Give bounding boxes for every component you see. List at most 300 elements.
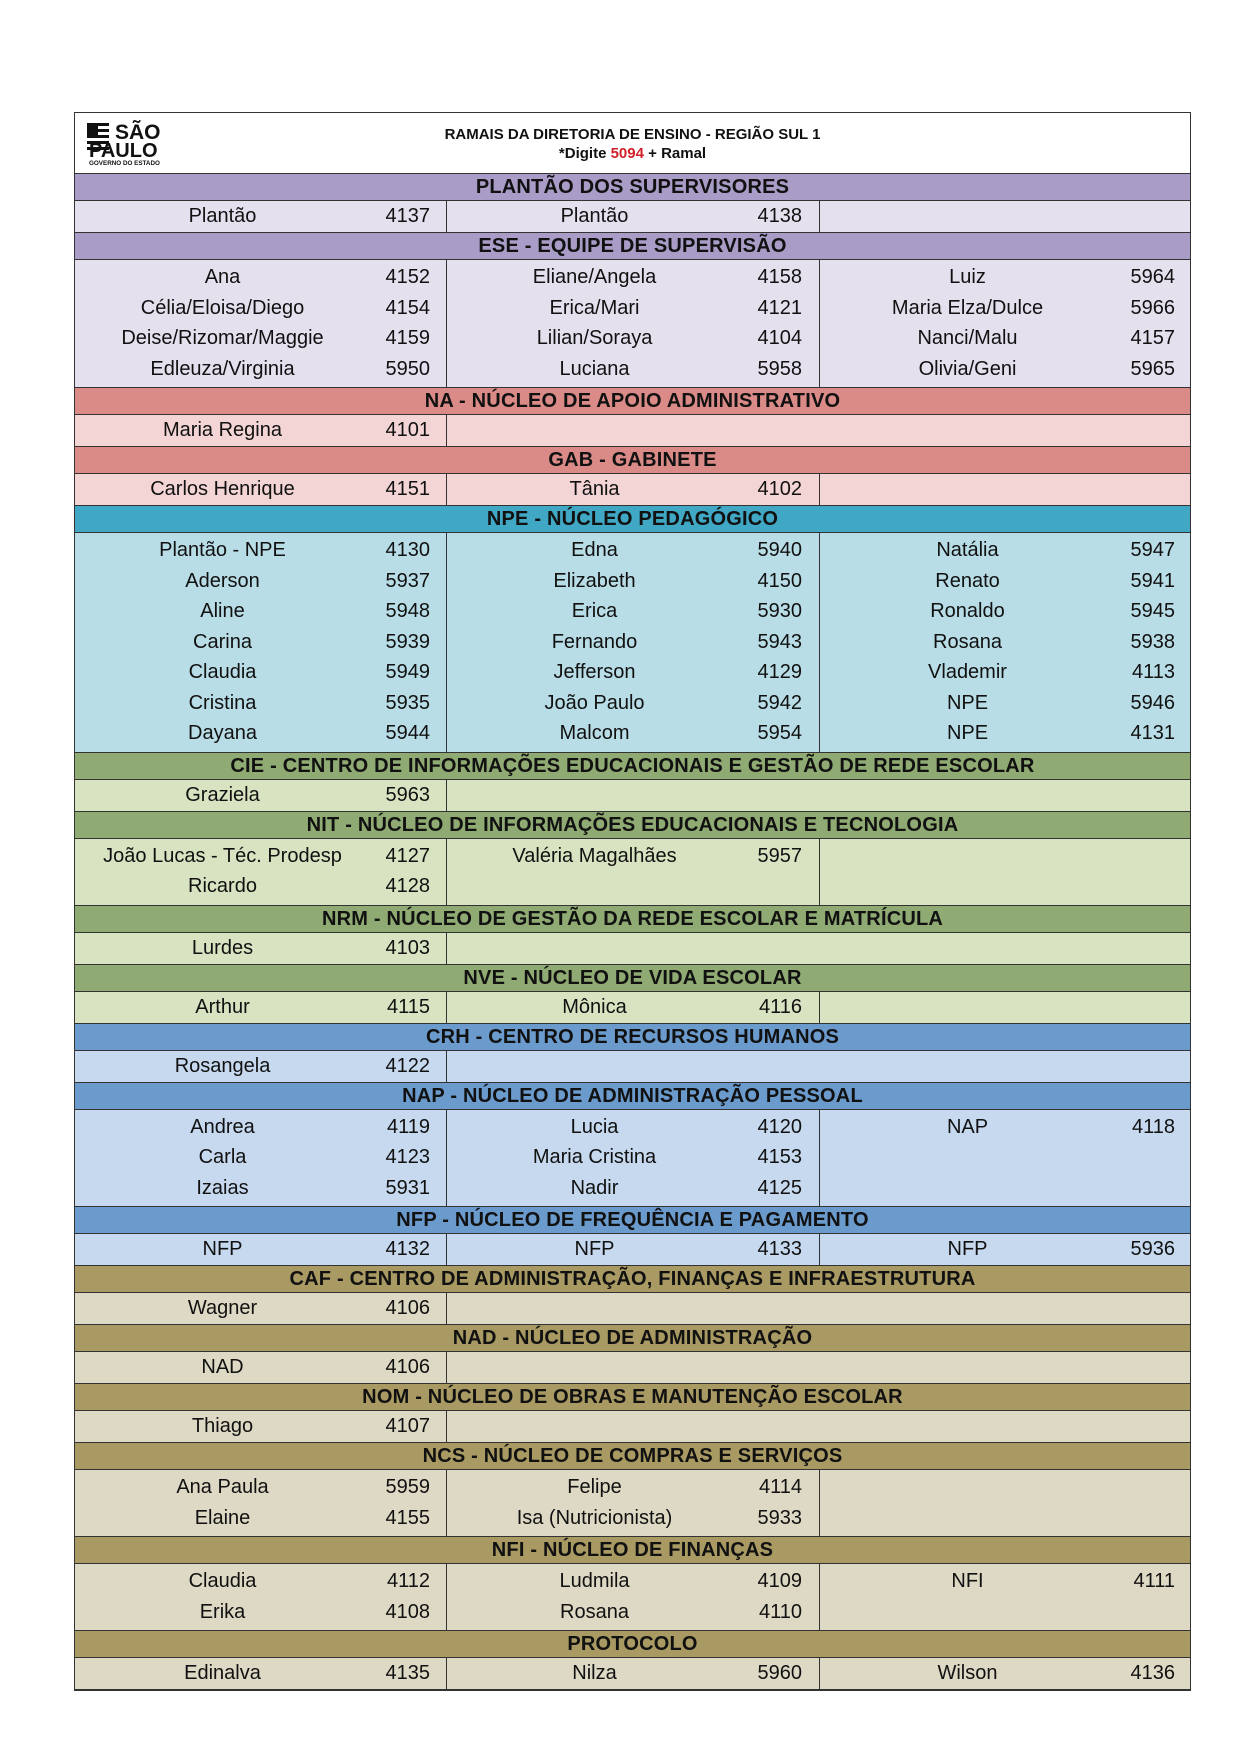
extension-number: 4131	[1130, 722, 1175, 744]
entry-column	[447, 1352, 1190, 1383]
extension-number: 4128	[385, 875, 430, 897]
page-title	[75, 125, 1190, 163]
entry-column	[447, 1293, 1190, 1324]
contact-name: NAP	[946, 1115, 989, 1138]
extension-number: 4122	[385, 1054, 430, 1077]
contact-name: Plantão - NPE	[159, 539, 286, 561]
contact-name: Ronaldo	[930, 600, 1005, 622]
contact-name: Elizabeth	[553, 569, 636, 592]
contact-name: Lurdes	[191, 936, 254, 959]
extension-number: 4106	[385, 1297, 430, 1319]
contact-name: Nanci/Malu	[917, 327, 1018, 349]
extension-number: 4106	[385, 1356, 430, 1378]
extension-number: 4107	[385, 1415, 430, 1437]
extension-number: 4102	[757, 478, 802, 500]
extension-entry	[820, 596, 1190, 627]
entry-column	[75, 1051, 447, 1082]
section-title: NRM - NÚCLEO DE GESTÃO DA REDE ESCOLAR E MATRÍCULA	[75, 906, 1190, 933]
extension-entry	[447, 1472, 819, 1503]
extension-number: 5964	[1130, 266, 1175, 288]
extension-number: 5948	[385, 600, 430, 622]
entry-column	[820, 474, 1190, 505]
contact-name: Edinalva	[184, 1662, 261, 1684]
contact-name: Carina	[193, 630, 252, 653]
extension-number: 5931	[385, 1176, 430, 1199]
contact-name: Edna	[571, 539, 618, 561]
extension-number: 4133	[757, 1238, 802, 1260]
extension-number: 5966	[1130, 296, 1175, 319]
contact-name: Claudia	[188, 1570, 257, 1592]
contact-name: Ana	[204, 266, 241, 288]
extension-entry	[447, 262, 819, 293]
contact-name: Célia/Eloisa/Diego	[140, 296, 305, 319]
instruction-suffix: + Ramal	[643, 145, 707, 162]
contact-name: Aderson	[185, 569, 260, 592]
extension-number: 4157	[1130, 327, 1175, 349]
extension-entry	[447, 994, 819, 1020]
extension-number: 4136	[1130, 1662, 1175, 1684]
contact-name: NAD	[201, 1356, 244, 1378]
extension-entry	[820, 688, 1190, 719]
extension-entry	[75, 994, 446, 1020]
extension-number: 4119	[386, 1115, 430, 1138]
extension-entry	[75, 1472, 446, 1503]
extension-entry	[75, 1295, 446, 1321]
entry-column	[447, 260, 820, 387]
contact-name: Nadir	[570, 1176, 619, 1199]
extension-entry	[447, 566, 819, 597]
extension-number: 4120	[757, 1115, 802, 1138]
extension-entry	[75, 535, 446, 566]
extension-entry	[75, 262, 446, 293]
extension-number: 5941	[1130, 569, 1175, 592]
extension-entry	[447, 657, 819, 688]
contact-name: Vlademir	[928, 661, 1007, 683]
section-title: NFI - NÚCLEO DE FINANÇAS	[75, 1537, 1190, 1564]
contact-name: Wilson	[937, 1662, 998, 1684]
extension-entry	[447, 841, 819, 872]
entry-column	[75, 1470, 447, 1536]
extension-entry	[75, 596, 446, 627]
extension-number: 5958	[757, 357, 802, 380]
section-title: NIT - NÚCLEO DE INFORMAÇÕES EDUCACIONAIS E TECNOLOGIA	[75, 812, 1190, 839]
entry-column	[820, 1658, 1190, 1689]
entry-column	[75, 1658, 447, 1689]
entry-column	[75, 1110, 447, 1207]
entry-column	[447, 1110, 820, 1207]
contact-name: Edleuza/Virginia	[150, 357, 295, 380]
contact-name: Rosana	[933, 630, 1002, 653]
contact-name: Rosangela	[174, 1054, 271, 1077]
extension-entry	[820, 718, 1190, 749]
extension-entry	[447, 718, 819, 749]
entry-column	[820, 992, 1190, 1023]
extension-entry	[75, 657, 446, 688]
extension-entry	[75, 566, 446, 597]
contact-name: Thiago	[191, 1415, 254, 1437]
contact-name: NFP	[574, 1238, 615, 1260]
instruction-code: 5094	[610, 145, 644, 162]
sections-container	[75, 174, 1190, 1690]
extension-number: 5947	[1130, 539, 1175, 561]
contact-name: Natália	[936, 539, 999, 561]
contact-name: Cristina	[188, 691, 257, 714]
dial-instruction	[75, 144, 1190, 163]
contact-name: Elaine	[194, 1506, 251, 1529]
section-entries	[75, 992, 1190, 1024]
logo-line-1: SÃO	[115, 121, 161, 144]
extension-entry	[447, 1503, 819, 1534]
contact-name: Lilian/Soraya	[536, 327, 653, 349]
extension-number: 4123	[385, 1146, 430, 1168]
contact-name: Wagner	[187, 1297, 258, 1319]
extension-entry	[820, 566, 1190, 597]
contact-name: Jefferson	[553, 661, 636, 683]
section-title: NPE - NÚCLEO PEDAGÓGICO	[75, 506, 1190, 533]
entry-column	[820, 1234, 1190, 1265]
extension-entry	[447, 1236, 819, 1262]
contact-name: NPE	[946, 722, 989, 744]
entry-column	[75, 1352, 447, 1383]
extension-number: 5943	[757, 630, 802, 653]
section-entries	[75, 1110, 1190, 1208]
contact-name: Carla	[198, 1146, 247, 1168]
title-text: RAMAIS DA DIRETORIA DE ENSINO - REGIÃO SUL 1	[444, 126, 821, 143]
entry-column	[75, 780, 447, 811]
extension-number: 5937	[385, 569, 430, 592]
extension-entry	[820, 354, 1190, 385]
extension-number: 4152	[385, 266, 430, 288]
entry-column	[447, 1051, 1190, 1082]
extension-entry	[447, 1173, 819, 1204]
section-entries	[75, 474, 1190, 506]
extension-number: 5940	[757, 539, 802, 561]
contact-name: João Lucas - Téc. Prodesp	[103, 844, 342, 867]
extension-entry	[447, 1597, 819, 1628]
entry-column	[75, 1234, 447, 1265]
section-entries	[75, 1411, 1190, 1443]
section-title: NOM - NÚCLEO DE OBRAS E MANUTENÇÃO ESCOLAR	[75, 1384, 1190, 1411]
contact-name: Deise/Rizomar/Maggie	[121, 327, 324, 349]
entry-column	[75, 474, 447, 505]
contact-name: Carlos Henrique	[150, 478, 295, 500]
instruction-prefix: *Digite	[558, 145, 611, 162]
contact-name: Renato	[935, 569, 1000, 592]
extension-number: 4129	[757, 661, 802, 683]
extension-number: 5935	[385, 691, 430, 714]
extension-entry	[75, 1142, 446, 1173]
extension-entry	[820, 1112, 1190, 1143]
extension-number: 4104	[757, 327, 802, 349]
entry-column	[820, 839, 1190, 905]
extension-number: 5957	[757, 844, 802, 867]
section-title: GAB - GABINETE	[75, 447, 1190, 474]
extension-number: 4127	[385, 844, 430, 867]
contact-name: Luciana	[559, 357, 630, 380]
extension-number: 4135	[385, 1662, 430, 1684]
entry-column	[447, 839, 820, 905]
entry-column	[820, 1470, 1190, 1536]
section-title: NAP - NÚCLEO DE ADMINISTRAÇÃO PESSOAL	[75, 1083, 1190, 1110]
section-title: CAF - CENTRO DE ADMINISTRAÇÃO, FINANÇAS E INFRAESTRUTURA	[75, 1266, 1190, 1293]
contact-name: NPE	[946, 691, 989, 714]
extension-entry	[820, 1660, 1190, 1686]
entry-column	[75, 533, 447, 752]
extension-number: 5959	[385, 1476, 430, 1498]
extension-number: 5965	[1130, 357, 1175, 380]
extension-number: 4118	[1131, 1115, 1175, 1138]
extension-entry	[75, 354, 446, 385]
extension-number: 4125	[757, 1176, 802, 1199]
extension-entry	[447, 1142, 819, 1173]
contact-name: Maria Regina	[163, 419, 282, 441]
logo-line-3: GOVERNO DO ESTADO	[89, 160, 160, 167]
contact-name: Aline	[200, 600, 245, 622]
extension-entry	[447, 596, 819, 627]
section-title: NAD - NÚCLEO DE ADMINISTRAÇÃO	[75, 1325, 1190, 1352]
contact-name: Malcom	[559, 722, 630, 744]
section-title: PROTOCOLO	[75, 1631, 1190, 1658]
section-entries	[75, 533, 1190, 753]
contact-name: Plantão	[188, 205, 257, 227]
extension-entry	[820, 1236, 1190, 1262]
section-title: PLANTÃO DOS SUPERVISORES	[75, 174, 1190, 201]
extension-entry	[820, 657, 1190, 688]
extension-entry	[75, 1112, 446, 1143]
contact-name: Lucia	[570, 1115, 619, 1138]
extension-entry	[75, 718, 446, 749]
extension-number: 4138	[757, 205, 802, 227]
contact-name: Tânia	[569, 478, 620, 500]
logo-line-2: PAULO	[89, 140, 158, 162]
entry-column	[447, 1564, 820, 1630]
extension-number: 4103	[385, 936, 430, 959]
extension-entry	[75, 627, 446, 658]
extension-entry	[75, 1660, 446, 1686]
entry-column	[820, 201, 1190, 232]
entry-column	[820, 1110, 1190, 1207]
extension-number: 5933	[757, 1506, 802, 1529]
contact-name: Luiz	[949, 266, 986, 288]
section-title: CIE - CENTRO DE INFORMAÇÕES EDUCACIONAIS E GESTÃO DE REDE ESCOLAR	[75, 753, 1190, 780]
extension-entry	[75, 1597, 446, 1628]
contact-name: NFP	[202, 1238, 243, 1260]
extension-number: 4101	[385, 419, 430, 441]
contact-name: Dayana	[188, 722, 257, 744]
extension-number: 4109	[757, 1570, 802, 1592]
table-header	[75, 113, 1190, 174]
contact-name: Graziela	[185, 783, 260, 806]
extension-number: 5942	[757, 691, 802, 714]
section-entries	[75, 1470, 1190, 1537]
extension-number: 4110	[758, 1600, 802, 1623]
extension-entry	[75, 476, 446, 502]
extension-number: 4155	[385, 1506, 430, 1529]
extension-entry	[820, 323, 1190, 354]
extension-number: 5936	[1130, 1238, 1175, 1260]
entry-column	[447, 1234, 820, 1265]
section-entries	[75, 933, 1190, 965]
section-title: NA - NÚCLEO DE APOIO ADMINISTRATIVO	[75, 388, 1190, 415]
section-entries	[75, 1293, 1190, 1325]
extension-number: 4153	[757, 1146, 802, 1168]
extension-entry	[75, 293, 446, 324]
extension-number: 4116	[758, 995, 802, 1018]
entry-column	[820, 533, 1190, 752]
contact-name: Felipe	[567, 1476, 622, 1498]
contact-name: Nilza	[572, 1662, 617, 1684]
extension-number: 5930	[757, 600, 802, 622]
section-title: NFP - NÚCLEO DE FREQUÊNCIA E PAGAMENTO	[75, 1207, 1190, 1234]
entry-column	[75, 1293, 447, 1324]
contact-name: Ana Paula	[176, 1476, 269, 1498]
extension-entry	[75, 1236, 446, 1262]
contact-name: Isa (Nutricionista)	[516, 1506, 673, 1529]
entry-column	[447, 780, 1190, 811]
contact-name: Erica/Mari	[549, 296, 640, 319]
extension-entry	[75, 935, 446, 961]
extension-number: 4115	[386, 995, 430, 1018]
extension-entry	[75, 688, 446, 719]
entry-column	[447, 933, 1190, 964]
entry-column	[447, 1470, 820, 1536]
entry-column	[75, 1564, 447, 1630]
section-entries	[75, 260, 1190, 388]
entry-column	[447, 201, 820, 232]
extension-number: 5939	[385, 630, 430, 653]
extension-entry	[447, 688, 819, 719]
contact-name: Ricardo	[188, 875, 257, 897]
extension-number: 4113	[1131, 661, 1175, 683]
contact-name: Erika	[199, 1600, 246, 1623]
contact-name: Maria Elza/Dulce	[891, 296, 1044, 319]
extension-number: 5946	[1130, 691, 1175, 714]
extension-number: 4158	[757, 266, 802, 288]
extension-number: 5938	[1130, 630, 1175, 653]
section-entries	[75, 415, 1190, 447]
extension-entry	[75, 323, 446, 354]
section-entries	[75, 1352, 1190, 1384]
extension-entry	[75, 1173, 446, 1204]
entry-column	[75, 933, 447, 964]
extension-entry	[75, 1566, 446, 1597]
extension-entry	[75, 782, 446, 808]
contact-name: Valéria Magalhães	[512, 844, 677, 867]
entry-column	[75, 839, 447, 905]
extension-number: 5963	[385, 783, 430, 806]
entry-column	[820, 260, 1190, 387]
entry-column	[75, 415, 447, 446]
extension-number: 4151	[385, 478, 430, 500]
extension-entry	[820, 1566, 1190, 1597]
extension-entry	[447, 354, 819, 385]
entry-column	[820, 1564, 1190, 1630]
extension-entry	[447, 476, 819, 502]
contact-name: Erica	[571, 600, 618, 622]
extension-number: 5945	[1130, 600, 1175, 622]
contact-name: Fernando	[551, 630, 638, 653]
section-title: NCS - NÚCLEO DE COMPRAS E SERVIÇOS	[75, 1443, 1190, 1470]
section-entries	[75, 1564, 1190, 1631]
contact-name: Plantão	[560, 205, 629, 227]
section-title: CRH - CENTRO DE RECURSOS HUMANOS	[75, 1024, 1190, 1051]
contact-name: Arthur	[195, 995, 250, 1018]
extension-number: 4154	[385, 296, 430, 319]
extension-number: 5944	[385, 722, 430, 744]
contact-name: Claudia	[188, 661, 257, 683]
entry-column	[447, 992, 820, 1023]
contact-name: Mônica	[562, 995, 627, 1018]
entry-column	[447, 415, 1190, 446]
extension-number: 5960	[757, 1662, 802, 1684]
extensions-table	[74, 112, 1191, 1691]
section-entries	[75, 780, 1190, 812]
contact-name: Eliane/Angela	[532, 266, 657, 288]
section-entries	[75, 1234, 1190, 1266]
extension-entry	[447, 203, 819, 229]
entry-column	[75, 260, 447, 387]
contact-name: NFI	[951, 1570, 984, 1592]
extension-entry	[820, 535, 1190, 566]
extension-entry	[75, 1503, 446, 1534]
entry-column	[447, 1658, 820, 1689]
contact-name: Maria Cristina	[532, 1146, 657, 1168]
extension-entry	[75, 871, 446, 902]
extension-entry	[75, 417, 446, 443]
extension-entry	[75, 1354, 446, 1380]
entry-column	[75, 201, 447, 232]
extension-number: 4111	[1133, 1570, 1175, 1592]
entry-column	[75, 992, 447, 1023]
extension-number: 5949	[385, 661, 430, 683]
extension-entry	[447, 323, 819, 354]
extension-entry	[447, 1566, 819, 1597]
extension-number: 4112	[386, 1570, 430, 1592]
extension-entry	[447, 293, 819, 324]
contact-name: Olivia/Geni	[918, 357, 1017, 380]
extension-entry	[447, 1112, 819, 1143]
extension-entry	[447, 535, 819, 566]
section-entries	[75, 1658, 1190, 1690]
contact-name: Izaias	[196, 1176, 249, 1199]
extension-number: 4159	[385, 327, 430, 349]
extension-entry	[75, 203, 446, 229]
extension-entry	[447, 627, 819, 658]
extension-entry	[820, 627, 1190, 658]
extension-entry	[447, 1660, 819, 1686]
extension-number: 4130	[385, 539, 430, 561]
extension-number: 4108	[385, 1600, 430, 1623]
extension-number: 5950	[385, 357, 430, 380]
contact-name: Andrea	[190, 1115, 255, 1138]
entry-column	[447, 533, 820, 752]
section-title: ESE - EQUIPE DE SUPERVISÃO	[75, 233, 1190, 260]
extension-entry	[75, 1053, 446, 1079]
contact-name: Rosana	[560, 1600, 629, 1623]
extension-number: 4114	[758, 1476, 802, 1498]
section-title: NVE - NÚCLEO DE VIDA ESCOLAR	[75, 965, 1190, 992]
extension-number: 4150	[757, 569, 802, 592]
extension-number: 4121	[757, 296, 802, 319]
entry-column	[447, 474, 820, 505]
extension-entry	[820, 293, 1190, 324]
extension-entry	[820, 262, 1190, 293]
entry-column	[447, 1411, 1190, 1442]
section-entries	[75, 839, 1190, 906]
extension-number: 4137	[385, 205, 430, 227]
extension-number: 5954	[757, 722, 802, 744]
extension-entry	[75, 841, 446, 872]
